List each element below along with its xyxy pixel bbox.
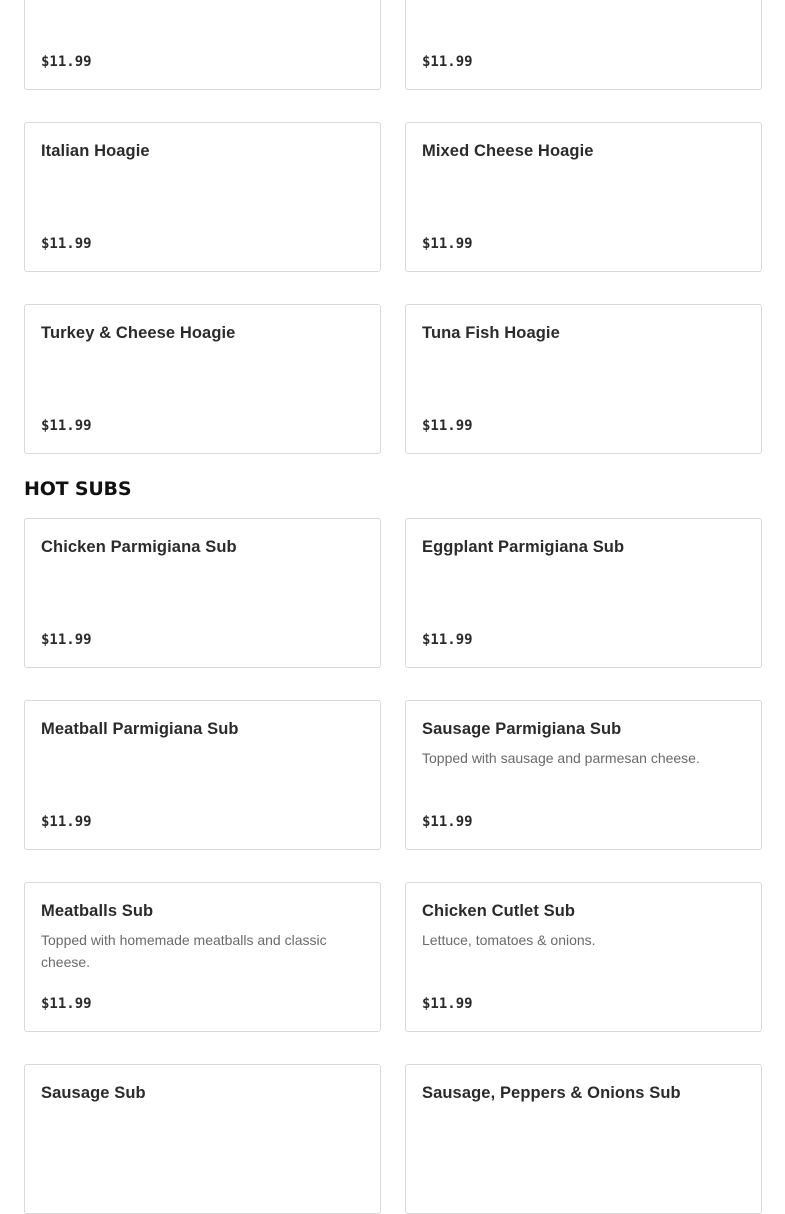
- item-price: $11.99: [41, 236, 92, 252]
- item-price: $11.99: [422, 814, 473, 830]
- item-price: $11.99: [422, 54, 473, 70]
- menu-item-card[interactable]: [24, 304, 381, 454]
- menu-item-card[interactable]: [405, 882, 762, 1032]
- item-name: Mixed Cheese Hoagie: [422, 142, 594, 160]
- item-price: $11.99: [422, 632, 473, 648]
- item-name: Turkey & Cheese Hoagie: [41, 324, 236, 342]
- menu-item-card[interactable]: [24, 700, 381, 850]
- item-name: Chicken Parmigiana Sub: [41, 538, 237, 556]
- item-price: $11.99: [422, 236, 473, 252]
- menu-item-card[interactable]: [24, 122, 381, 272]
- item-name: Chicken Cutlet Sub: [422, 902, 576, 920]
- menu-item-card[interactable]: [405, 0, 762, 90]
- item-price: $11.99: [41, 814, 92, 830]
- item-name: Italian Hoagie: [41, 142, 150, 160]
- item-price: $11.99: [41, 418, 92, 434]
- section-heading-hot-subs: HOT SUBS: [24, 478, 132, 500]
- item-name: Sausage, Peppers & Onions Sub: [422, 1084, 681, 1102]
- item-description: Lettuce, tomatoes & onions.: [422, 932, 596, 948]
- item-name: Meatballs Sub: [41, 902, 154, 920]
- menu-item-card[interactable]: [24, 518, 381, 668]
- item-name: Tuna Fish Hoagie: [422, 324, 560, 342]
- menu-item-card[interactable]: [24, 0, 381, 90]
- menu-item-card[interactable]: [405, 700, 762, 850]
- item-description: Topped with sausage and parmesan cheese.: [422, 750, 700, 766]
- item-price: $11.99: [41, 632, 92, 648]
- menu-item-card[interactable]: [24, 882, 381, 1032]
- menu-item-card[interactable]: [24, 1064, 381, 1214]
- menu-item-card[interactable]: [405, 1064, 762, 1214]
- menu-item-card[interactable]: [405, 518, 762, 668]
- item-price: $11.99: [41, 54, 92, 70]
- item-price: $11.99: [422, 418, 473, 434]
- item-name: Meatball Parmigiana Sub: [41, 720, 239, 738]
- item-name: Eggplant Parmigiana Sub: [422, 538, 625, 556]
- menu-item-card[interactable]: [405, 122, 762, 272]
- item-price: $11.99: [422, 996, 473, 1012]
- item-name: Sausage Parmigiana Sub: [422, 720, 622, 738]
- item-price: $11.99: [41, 996, 92, 1012]
- item-name: Sausage Sub: [41, 1084, 146, 1102]
- menu-item-card[interactable]: [405, 304, 762, 454]
- item-description: Topped with homemade meatballs and classic cheese.: [41, 932, 327, 970]
